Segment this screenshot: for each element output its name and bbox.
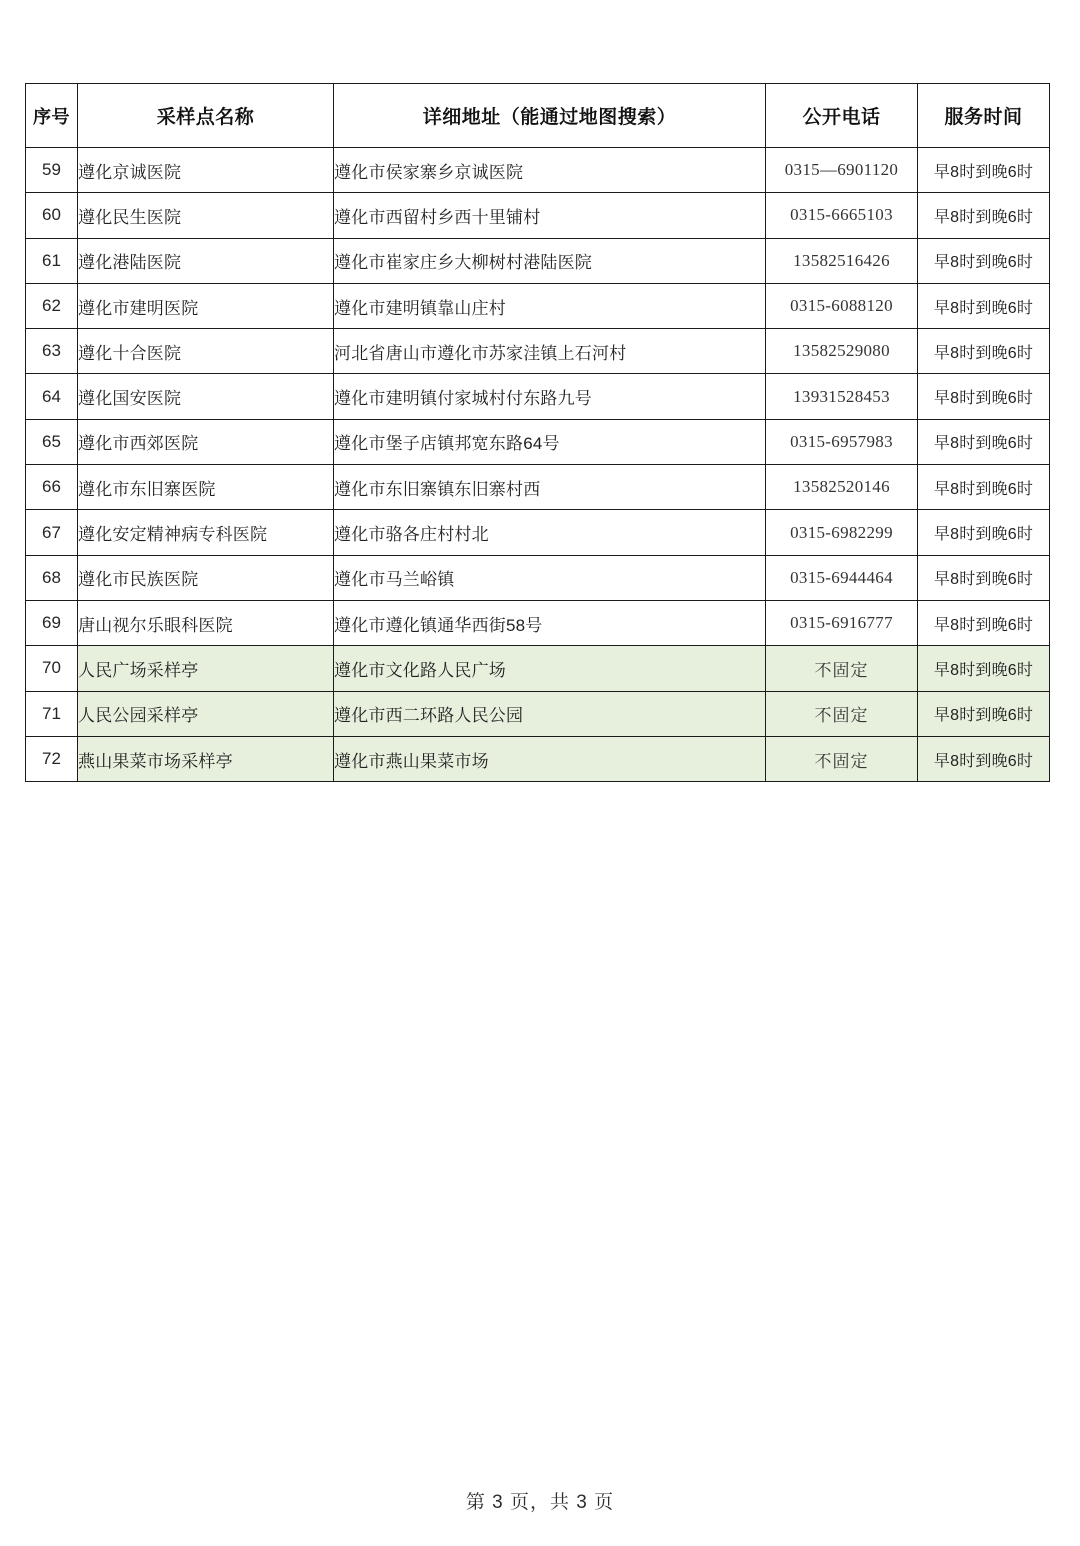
- cell-address: 遵化市建明镇付家城村付东路九号: [334, 374, 766, 419]
- cell-sampling-point-name: 人民广场采样亭: [78, 646, 334, 691]
- cell-sampling-point-name: 燕山果菜市场采样亭: [78, 736, 334, 781]
- cell-service-time: 早8时到晚6时: [918, 555, 1050, 600]
- cell-index: 68: [26, 555, 78, 600]
- cell-phone: 0315-6944464: [766, 555, 918, 600]
- cell-phone: 0315-6916777: [766, 600, 918, 645]
- table-body: [26, 148, 1050, 782]
- cell-sampling-point-name: 遵化市民族医院: [78, 555, 334, 600]
- cell-phone: 13582516426: [766, 238, 918, 283]
- cell-sampling-point-name: 遵化安定精神病专科医院: [78, 510, 334, 555]
- table-row: [26, 283, 1050, 328]
- cell-sampling-point-name: 遵化市西郊医院: [78, 419, 334, 464]
- table-row: [26, 646, 1050, 691]
- table-header-row: [26, 84, 1050, 148]
- cell-phone: 不固定: [766, 691, 918, 736]
- cell-address: 遵化市堡子店镇邦宽东路64号: [334, 419, 766, 464]
- cell-sampling-point-name: 遵化民生医院: [78, 193, 334, 238]
- cell-index: 70: [26, 646, 78, 691]
- cell-index: 66: [26, 465, 78, 510]
- cell-index: 59: [26, 148, 78, 193]
- table-row: [26, 555, 1050, 600]
- table-row: [26, 419, 1050, 464]
- cell-address: 遵化市马兰峪镇: [334, 555, 766, 600]
- cell-service-time: 早8时到晚6时: [918, 193, 1050, 238]
- cell-address: 遵化市西留村乡西十里铺村: [334, 193, 766, 238]
- cell-index: 65: [26, 419, 78, 464]
- cell-service-time: 早8时到晚6时: [918, 510, 1050, 555]
- table-row: [26, 600, 1050, 645]
- cell-index: 72: [26, 736, 78, 781]
- cell-phone: 0315-6982299: [766, 510, 918, 555]
- cell-address: 遵化市骆各庄村村北: [334, 510, 766, 555]
- column-header-phone: 公开电话: [766, 84, 918, 148]
- cell-phone: 13582529080: [766, 329, 918, 374]
- cell-sampling-point-name: 遵化京诚医院: [78, 148, 334, 193]
- cell-service-time: 早8时到晚6时: [918, 646, 1050, 691]
- cell-phone: 0315-6957983: [766, 419, 918, 464]
- cell-phone: 13931528453: [766, 374, 918, 419]
- cell-service-time: 早8时到晚6时: [918, 329, 1050, 374]
- table-row: [26, 465, 1050, 510]
- column-header-time: 服务时间: [918, 84, 1050, 148]
- cell-service-time: 早8时到晚6时: [918, 465, 1050, 510]
- cell-sampling-point-name: 遵化十合医院: [78, 329, 334, 374]
- cell-address: 遵化市西二环路人民公园: [334, 691, 766, 736]
- cell-address: 遵化市崔家庄乡大柳树村港陆医院: [334, 238, 766, 283]
- cell-address: 遵化市遵化镇通华西街58号: [334, 600, 766, 645]
- cell-sampling-point-name: 遵化港陆医院: [78, 238, 334, 283]
- table-row: [26, 329, 1050, 374]
- sampling-points-table-container: [25, 83, 1049, 782]
- cell-address: 河北省唐山市遵化市苏家洼镇上石河村: [334, 329, 766, 374]
- column-header-address: 详细地址（能通过地图搜索）: [334, 84, 766, 148]
- cell-index: 67: [26, 510, 78, 555]
- table-row: [26, 238, 1050, 283]
- cell-sampling-point-name: 人民公园采样亭: [78, 691, 334, 736]
- table-row: [26, 148, 1050, 193]
- cell-service-time: 早8时到晚6时: [918, 600, 1050, 645]
- cell-phone: 0315-6665103: [766, 193, 918, 238]
- cell-phone: 不固定: [766, 646, 918, 691]
- cell-service-time: 早8时到晚6时: [918, 283, 1050, 328]
- table-row: [26, 374, 1050, 419]
- cell-index: 62: [26, 283, 78, 328]
- cell-sampling-point-name: 遵化市东旧寨医院: [78, 465, 334, 510]
- cell-service-time: 早8时到晚6时: [918, 736, 1050, 781]
- cell-service-time: 早8时到晚6时: [918, 238, 1050, 283]
- cell-sampling-point-name: 唐山视尔乐眼科医院: [78, 600, 334, 645]
- cell-index: 69: [26, 600, 78, 645]
- cell-index: 61: [26, 238, 78, 283]
- cell-index: 63: [26, 329, 78, 374]
- cell-sampling-point-name: 遵化市建明医院: [78, 283, 334, 328]
- cell-address: 遵化市文化路人民广场: [334, 646, 766, 691]
- cell-address: 遵化市东旧寨镇东旧寨村西: [334, 465, 766, 510]
- column-header-name: 采样点名称: [78, 84, 334, 148]
- table-row: [26, 510, 1050, 555]
- cell-phone: 不固定: [766, 736, 918, 781]
- column-header-index: 序号: [26, 84, 78, 148]
- cell-sampling-point-name: 遵化国安医院: [78, 374, 334, 419]
- cell-index: 71: [26, 691, 78, 736]
- cell-address: 遵化市燕山果菜市场: [334, 736, 766, 781]
- cell-service-time: 早8时到晚6时: [918, 691, 1050, 736]
- cell-index: 60: [26, 193, 78, 238]
- cell-phone: 13582520146: [766, 465, 918, 510]
- cell-index: 64: [26, 374, 78, 419]
- cell-address: 遵化市侯家寨乡京诚医院: [334, 148, 766, 193]
- cell-service-time: 早8时到晚6时: [918, 419, 1050, 464]
- table-row: [26, 736, 1050, 781]
- table-row: [26, 691, 1050, 736]
- page-number-footer: 第 3 页，共 3 页: [465, 1492, 615, 1513]
- cell-address: 遵化市建明镇靠山庄村: [334, 283, 766, 328]
- table-header: [26, 84, 1050, 148]
- cell-phone: 0315-6088120: [766, 283, 918, 328]
- table-row: [26, 193, 1050, 238]
- sampling-points-table: [25, 83, 1050, 782]
- cell-service-time: 早8时到晚6时: [918, 374, 1050, 419]
- cell-service-time: 早8时到晚6时: [918, 148, 1050, 193]
- cell-phone: 0315—6901120: [766, 148, 918, 193]
